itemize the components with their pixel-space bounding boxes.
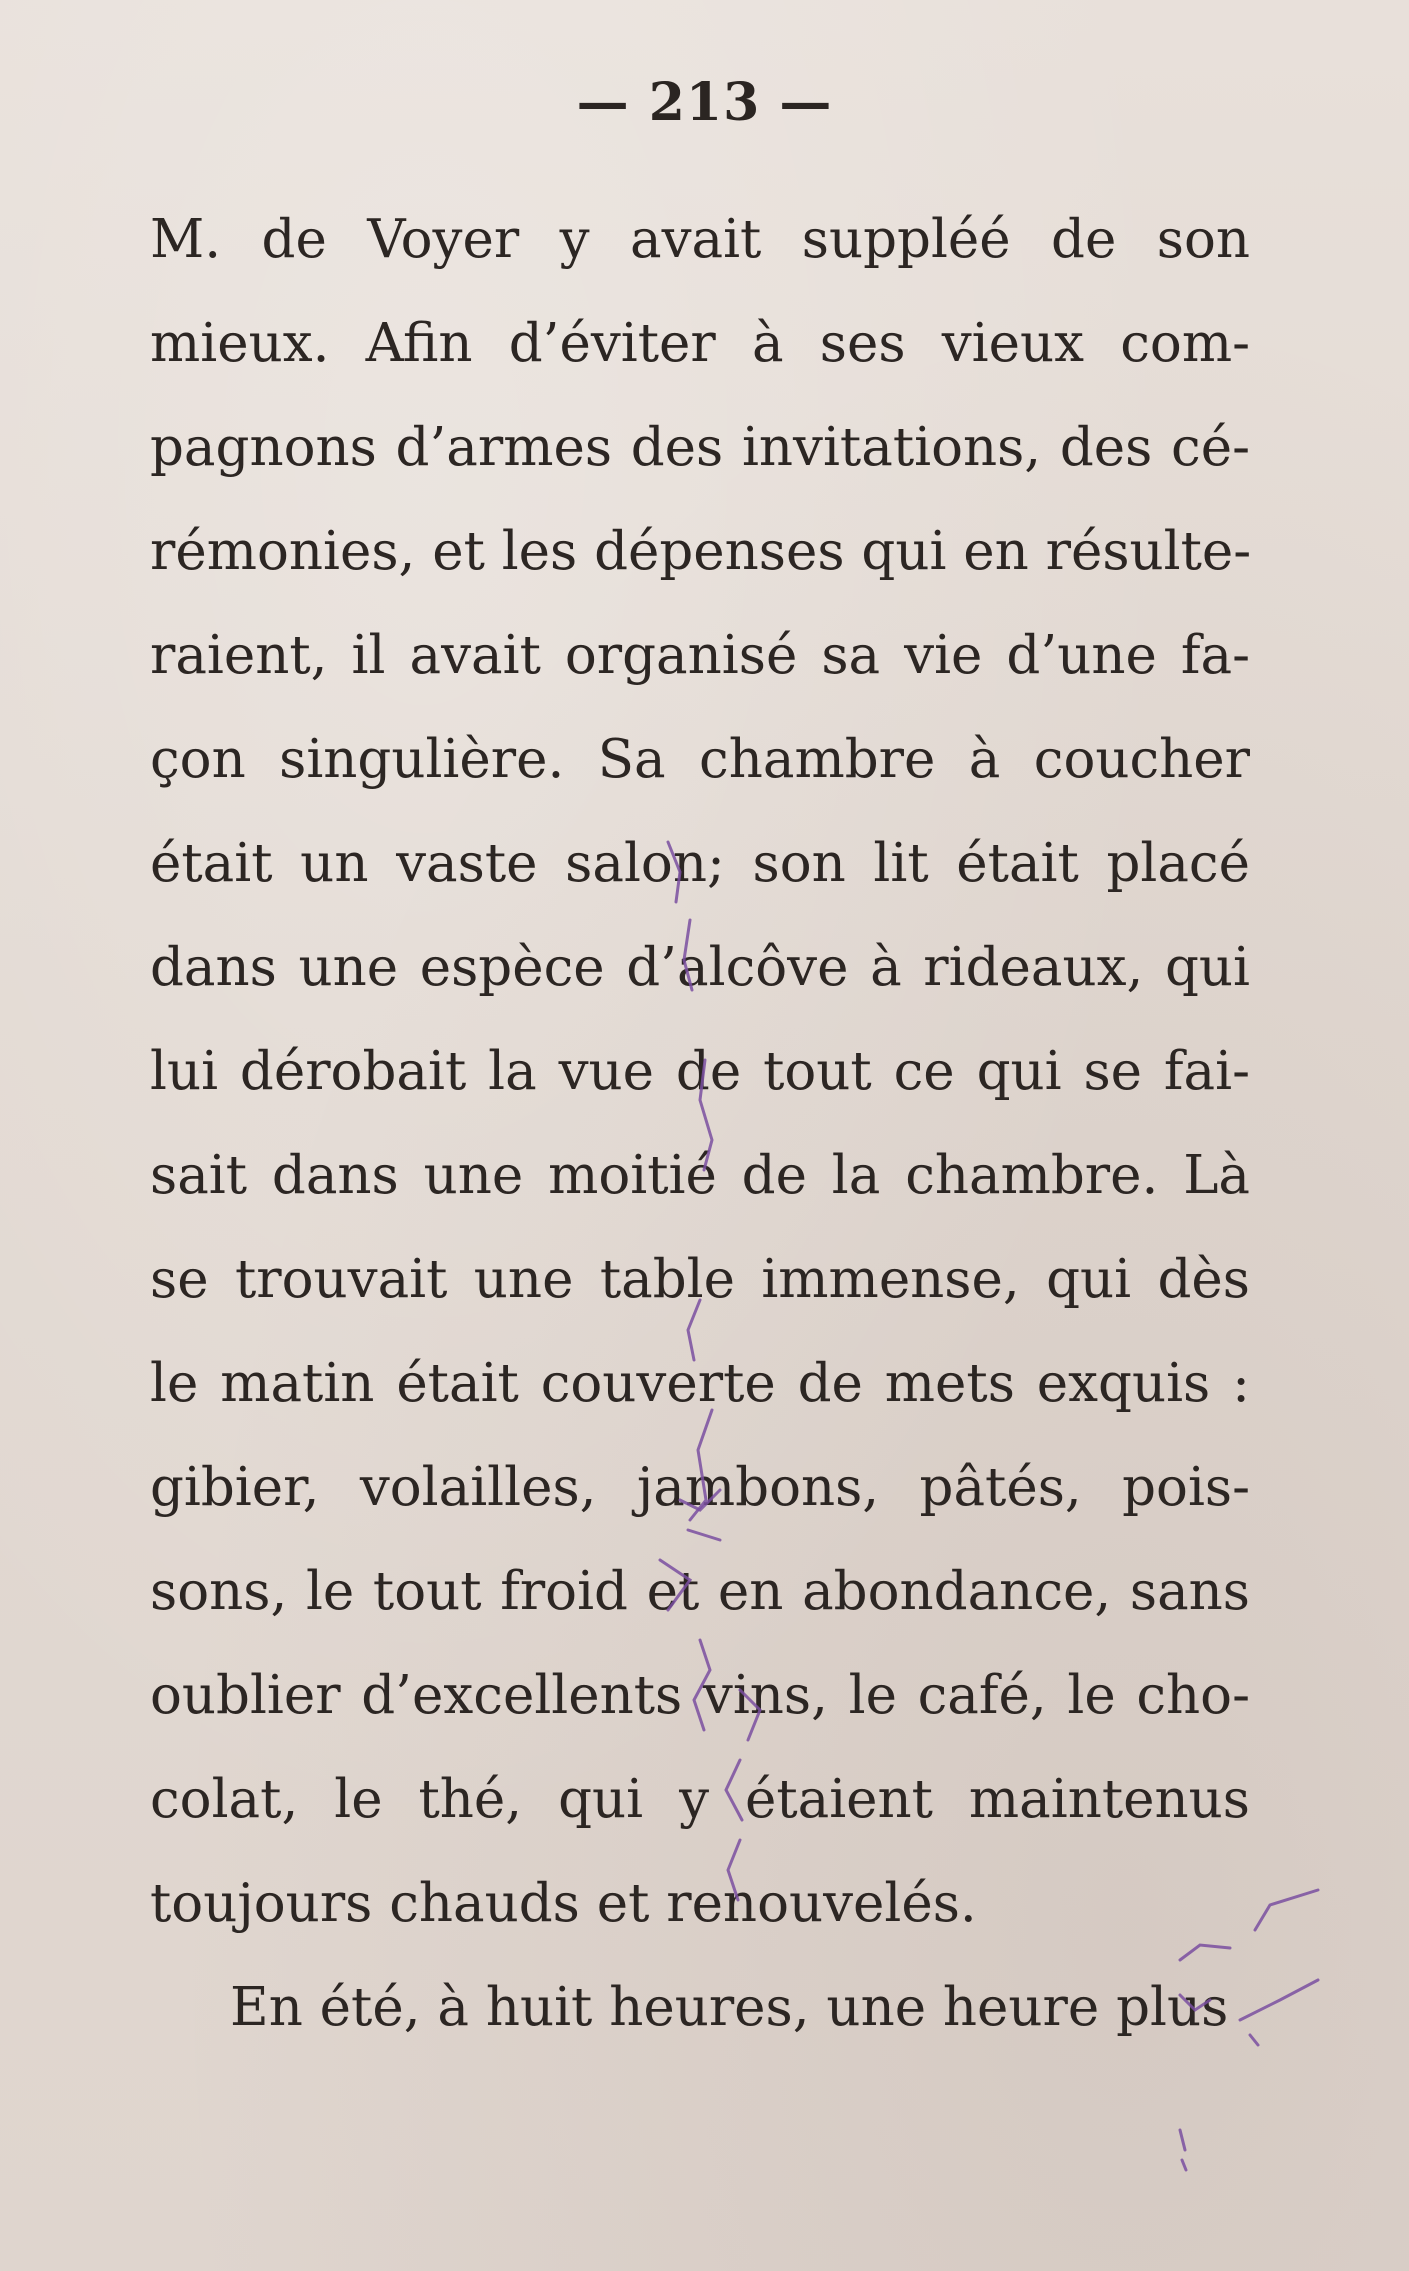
text-line: se trouvait une table immense, qui dès [150, 1249, 1250, 1310]
body-text [150, 188, 1250, 2060]
text-line: gibier, volailles, jambons, pâtés, pois- [150, 1457, 1250, 1518]
pencil-mark [1180, 2130, 1186, 2170]
text-line-paragraph-end: toujours chauds et renouvelés. [150, 1873, 977, 1934]
page-number: — 213 — [576, 72, 833, 133]
text-line-paragraph-start: En été, à huit heures, une heure plus [230, 1977, 1229, 2038]
text-line: mieux. Afin d’éviter à ses vieux com- [150, 313, 1250, 374]
text-line: sait dans une moitié de la chambre. Là [150, 1145, 1250, 1206]
pencil-mark [1250, 2035, 1258, 2045]
text-line: lui dérobait la vue de tout ce qui se fai- [150, 1041, 1250, 1102]
text-line: rémonies, et les dépenses qui en résulte- [150, 521, 1252, 582]
pencil-mark [1240, 1980, 1318, 2020]
text-line: pagnons d’armes des invitations, des cé- [150, 417, 1250, 478]
text-line: colat, le thé, qui y étaient maintenus [150, 1769, 1250, 1830]
text-line: le matin était couverte de mets exquis : [150, 1353, 1250, 1414]
text-line: raient, il avait organisé sa vie d’une fa- [150, 625, 1250, 686]
text-line: dans une espèce d’alcôve à rideaux, qui [150, 937, 1250, 998]
text-line: sons, le tout froid et en abondance, sans [150, 1561, 1250, 1622]
text-line: oublier d’excellents vins, le café, le cho- [150, 1665, 1250, 1726]
text-line: était un vaste salon; son lit était placé [150, 833, 1250, 894]
text-line: çon singulière. Sa chambre à coucher [150, 729, 1250, 790]
text-line: M. de Voyer y avait suppléé de son [150, 209, 1250, 270]
